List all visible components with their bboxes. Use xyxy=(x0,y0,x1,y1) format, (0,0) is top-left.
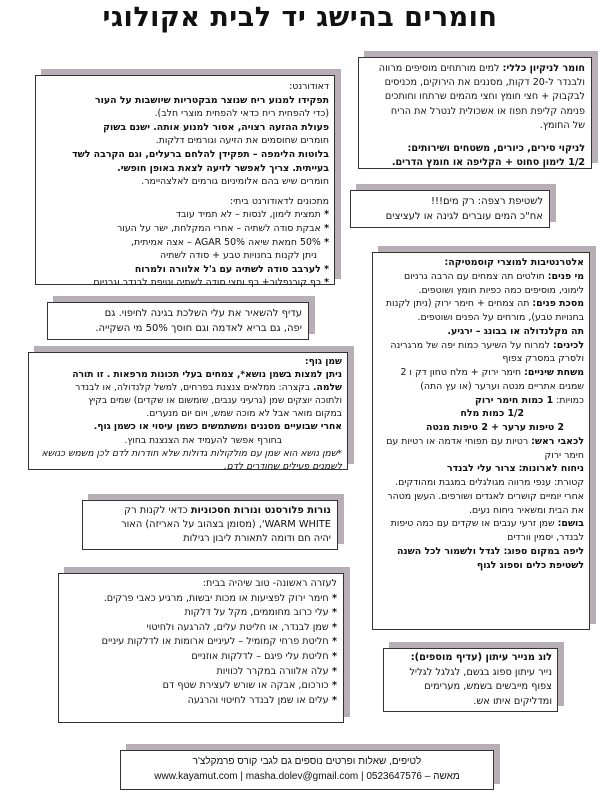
text-line: ניתן למצות בשמן נושא*, צמחים בעלי תכונות מרפאות . זו תורה xyxy=(72,369,342,381)
general-cleaning-heading: חומר לניקיון כללי: xyxy=(502,63,585,74)
cosmetics-box xyxy=(372,252,590,630)
footer-line: לטיפים, שאלות ופרטים נוספים גם לגבי קורס פרמקלצ'ר xyxy=(192,756,422,767)
first-aid-box xyxy=(58,573,344,723)
floor-line: לשטיפת רצפה: רק מים!!! xyxy=(431,196,543,207)
footer-contact-line: www.kayamut.com | masha.dolev@gmail.com | 0523647576 – מאשה xyxy=(154,771,460,782)
cosmetics-item: בושם: שמן זרעי ענבים או שקדים עם כמה טיפות לבנדר, יסמין וורדים xyxy=(390,518,584,543)
bulbs-line: יהיה חם ודומה לתאורת ליבון רגילות xyxy=(183,533,331,545)
text-line: חומרים שיש בהם אלומיניום גורמים לאלצהיימר. xyxy=(141,176,329,188)
cosmetics-heading: אלטרנטיבות למוצרי קוסמטיקה: xyxy=(444,257,584,268)
pots-heading: לניקוי סירים, כיורים, משטחים ושירותים: xyxy=(407,143,585,155)
bulbs-line: WARM WHITE', (מסומן בצהוב על האריזה) האור xyxy=(121,519,331,531)
text-line: ולתוכה יוצקים שמן (גרעיני ענבים, שומשום או שקדים) שמים בקיץ xyxy=(88,395,342,407)
recipe-item: * לערבב סודה לשתיה עם ג'ל אלוורה ולמרוח xyxy=(41,263,329,277)
recipe-item: * 50% חמאת שיאה 50% AGAR – אצה אמיתית, xyxy=(41,236,329,250)
recipe-item: * כף קורנפלור+ כף וחצי סודה לשתיה וטיפת לבנדר וגרניום xyxy=(41,276,329,290)
text-line: אחרי שבועיים מסננים ומשתמשים כשמן עיסוי או כשמן גוף. xyxy=(93,421,342,433)
first-aid-item: * חליטת עלי פיגם – לדלקות אוזניים xyxy=(65,650,337,665)
text-line: פנימה קליפת תפוז או אשכולית לנטרל את הריח xyxy=(390,105,585,117)
leaves-box xyxy=(47,302,309,340)
cosmetics-item: ליפה במקום ספוג: לגדל ולשמור לכל השנה לשטיפת כלים וספוג לגוף xyxy=(396,545,584,571)
first-aid-item: * כורכום, אבקה או שורש לעצירת שטף דם xyxy=(65,679,337,694)
newspaper-log-box xyxy=(383,648,558,712)
text-line: צפוף מייבשים בשמש, מערימים xyxy=(424,681,552,693)
cosmetics-item: תה מקלנדולה או בבונג – ירגיע. xyxy=(447,325,584,337)
text-line: בעייתית. צריך לאפשר לזיעה לצאת באופן חופשי. xyxy=(117,162,329,174)
phone-number: 0523647576 xyxy=(366,771,422,782)
text-line: נייר עיתון ספוג בגשם, לגלגל לגליל xyxy=(409,666,552,678)
text-line: בחורף אפשר להעמיד את הצנצנת בחוץ. xyxy=(124,434,282,446)
body-oil-heading: שמן גוף: xyxy=(304,356,342,367)
text-line: למים מורתחים מוסיפים מרווה xyxy=(378,63,500,74)
first-aid-item: * עלה אלוורה במקרר לכוויות xyxy=(65,665,337,680)
leaves-line: עדיף להשאיר את עלי השלכת בגינה לחיפוי. גם xyxy=(104,308,302,319)
quantity-line: 2 טיפות ערער + 2 טיפות מנטה xyxy=(426,422,564,433)
recipe-note: ניתן לקנות בחנויות טבע + סודה לשתיה xyxy=(159,250,317,262)
footer-contact-box xyxy=(120,750,494,790)
recipe-item: * אבקת סודה לשתיה – אחרי המקלחת, ישר על העור xyxy=(41,222,329,236)
first-aid-item: * עלים או שמן לבנדר לחיטוי והרגעה xyxy=(65,694,337,709)
text-line: (כדי להפחית ריח כדאי להפחית מוצרי חלב). xyxy=(154,108,329,120)
quantities-line: כמויות: 1 כמות חימר ירוק xyxy=(474,394,584,406)
first-aid-item: * חליטת פרחי קמומיל – לעיניים ארומות או לדלקות עיניים xyxy=(65,635,337,650)
contact-name: מאשה xyxy=(433,771,460,782)
leaves-line: יפה, גם בריא לאדמה וגם חוסך 50% מי השקייה. xyxy=(95,323,302,334)
bulbs-box xyxy=(82,500,338,550)
website-link[interactable]: www.kayamut.com xyxy=(154,771,238,782)
deodorant-box xyxy=(35,75,335,289)
text-line: לבקבוק + חצי חומץ וחצי מהמים שרתחו וחותכים xyxy=(384,91,585,103)
general-cleaning-box xyxy=(358,57,592,169)
text-line: של החומץ. xyxy=(539,119,585,131)
cosmetics-item: קטורת: ענפי מרווה מגולגלים במגבת ומהודקים. אחרי יומיים קושרים לאגדים ושורפים. העשן מטהר את הבית ומשאיר ניחוח נעים. xyxy=(387,477,584,516)
first-aid-item: * חימר ירוק לפציעות או מכות יבשות, מרגיע כאבי פרקים. xyxy=(65,592,337,607)
floor-cleaning-box xyxy=(350,190,550,228)
text-line: ומדליקים איתו אש. xyxy=(473,695,552,707)
email-link[interactable]: masha.dolev@gmail.com xyxy=(245,771,359,782)
cosmetics-item: מסכת פנים: תה צמחים + חימר ירוק (ניתן לקנות בחנויות טבע), מורחים על הפנים ושוטפים. xyxy=(385,298,584,323)
deodorant-heading: דאודורנט: xyxy=(289,81,329,92)
recipe-item: * תמצית לימון, לנסות – לא תמיד עובד xyxy=(41,208,329,222)
text-line: ולבנדר ל-20 דקות, מסננים את הירוקים, מכניסים xyxy=(384,77,585,89)
newspaper-log-heading: לוג מנייר עיתון (עדיף מוספים): xyxy=(410,652,552,663)
text-line: במקום מואר אבל לא מוכה שמש, ויום יום מנערים. xyxy=(146,408,342,420)
bulbs-line: נורות פלורסנט ונורות חסכוניות כדאי לקנות רק xyxy=(124,505,331,516)
cosmetics-item: ניחוח לארונות: צרור עלי לבנדר xyxy=(447,463,584,475)
first-aid-item: * שמן לבנדר, או חליטת עלים, להרגעה ולחיטוי xyxy=(65,621,337,636)
recipes-heading: מתכונים לדאודורנט ביתי: xyxy=(229,195,329,207)
cosmetics-item: מי פנים: חולטים תה צמחים עם הרבה גרניום לימוני, מוסיפים כמה כפיות חומץ ושוטפים. xyxy=(403,270,584,296)
quantity-line: 1/2 כמות מלח xyxy=(460,408,524,420)
text-line: תפקידו למנוע ריח שנוצר מבקטריות שיושבות על העור xyxy=(95,94,329,106)
page-title: חומרים בהישג יד לבית אקולוגי xyxy=(102,2,498,33)
first-aid-heading: לעזרה ראשונה- טוב שיהיה בבית: xyxy=(202,578,337,589)
first-aid-item: * עלי כרוב מחוממים, מקל על דלקות xyxy=(65,606,337,621)
cosmetics-item: משחת שיניים: חימר ירוק + מלח טחון דק ו 2 שמנים אתריים מנטה וערער (או עץ התה) xyxy=(400,367,584,392)
cosmetics-item: לכינים: למרוח על השיער כמות יפה של מרגרינה ולסרק במסרק צפוף xyxy=(390,339,584,365)
footnote: *שמן נושא הוא שמן עם מולקולות גדולות שלא חודרות לדם לכן משמש כנושא לשמנים פעילים שחודרים לדם. xyxy=(41,447,342,472)
text-line: שלמה. בקצרה: ממלאים צנצנת בפרחים, למשל קלנדולה, או לבנדר xyxy=(75,382,342,394)
text-line: חומרים שחוסמים את הזיעה וגורמים דלקות. xyxy=(155,135,329,147)
text-line: פעולת ההזעה רצויה, אסור למנוע אותה. ישנם בשוק xyxy=(103,121,329,133)
cosmetics-item: לכאבי ראש: רטיות עם תפוחי אדמה או רטיות עם חימר ירוק xyxy=(386,435,584,461)
text-line: בלוטות הלימפה – תפקידן להלחם ברעלים, וגם הקרבה לשד xyxy=(72,148,329,160)
body-oil-box xyxy=(28,352,348,470)
pots-line: 1/2 לימון סחוט + הקליפה או חומץ הדרים. xyxy=(391,157,585,169)
floor-line: אח"כ המים עוברים לגינה או לעציצים xyxy=(385,211,543,222)
